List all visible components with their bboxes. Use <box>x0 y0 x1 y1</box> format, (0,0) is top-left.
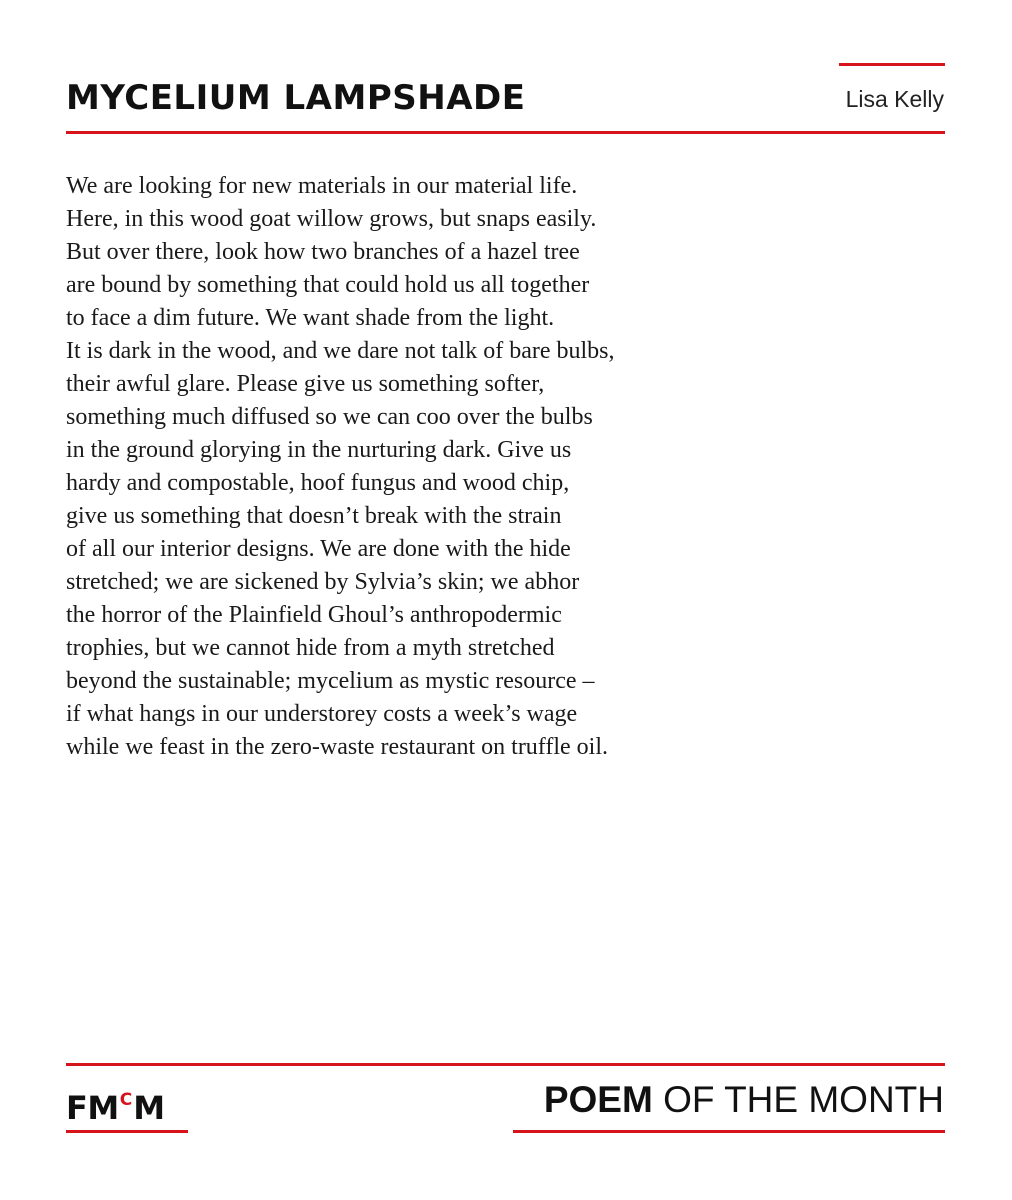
poem-line: stretched; we are sickened by Sylvia’s skin; we abhor <box>66 569 580 595</box>
poem-line: the horror of the Plainfield Ghoul’s anthropodermic <box>66 602 562 628</box>
potm-underline <box>513 1130 945 1133</box>
poem-line: of all our interior designs. We are done with the hide <box>66 536 571 562</box>
header-divider <box>66 131 945 134</box>
logo-text-fm: FM <box>66 1089 119 1127</box>
poem-line: Here, in this wood goat willow grows, but snaps easily. <box>66 206 597 232</box>
logo-text-c: C <box>119 1090 133 1110</box>
poem-line: It is dark in the wood, and we dare not talk of bare bulbs, <box>66 338 615 364</box>
poem-line: something much diffused so we can coo over the bulbs <box>66 404 593 430</box>
poem-line: We are looking for new materials in our material life. <box>66 173 578 199</box>
poem-line: beyond the sustainable; mycelium as mystic resource – <box>66 668 595 694</box>
poem-line: if what hangs in our understorey costs a week’s wage <box>66 701 578 727</box>
poem-body <box>66 170 615 764</box>
poem-of-the-month-label <box>544 1078 944 1122</box>
poem-line: to face a dim future. We want shade from the light. <box>66 305 555 331</box>
potm-rest: OF THE MONTH <box>652 1079 944 1120</box>
poem-line: in the ground glorying in the nurturing dark. Give us <box>66 437 572 463</box>
poem-title: MYCELIUM LAMPSHADE <box>66 78 526 118</box>
potm-bold-word: POEM <box>543 1079 653 1120</box>
poem-line: trophies, but we cannot hide from a myth stretched <box>66 635 555 661</box>
fmcm-logo <box>66 1080 165 1128</box>
poem-line: their awful glare. Please give us something softer, <box>66 371 545 397</box>
poem-line: while we feast in the zero-waste restaurant on truffle oil. <box>66 734 609 760</box>
author-top-rule <box>839 63 945 66</box>
footer-divider <box>66 1063 945 1066</box>
logo-text-m: M <box>133 1089 165 1127</box>
logo-underline <box>66 1130 188 1133</box>
poem-author: Lisa Kelly <box>845 86 944 112</box>
poem-line: But over there, look how two branches of a hazel tree <box>66 239 580 265</box>
poem-line: hardy and compostable, hoof fungus and wood chip, <box>66 470 570 496</box>
poem-line: are bound by something that could hold us all together <box>66 272 590 298</box>
poem-line: give us something that doesn’t break with the strain <box>66 503 562 529</box>
